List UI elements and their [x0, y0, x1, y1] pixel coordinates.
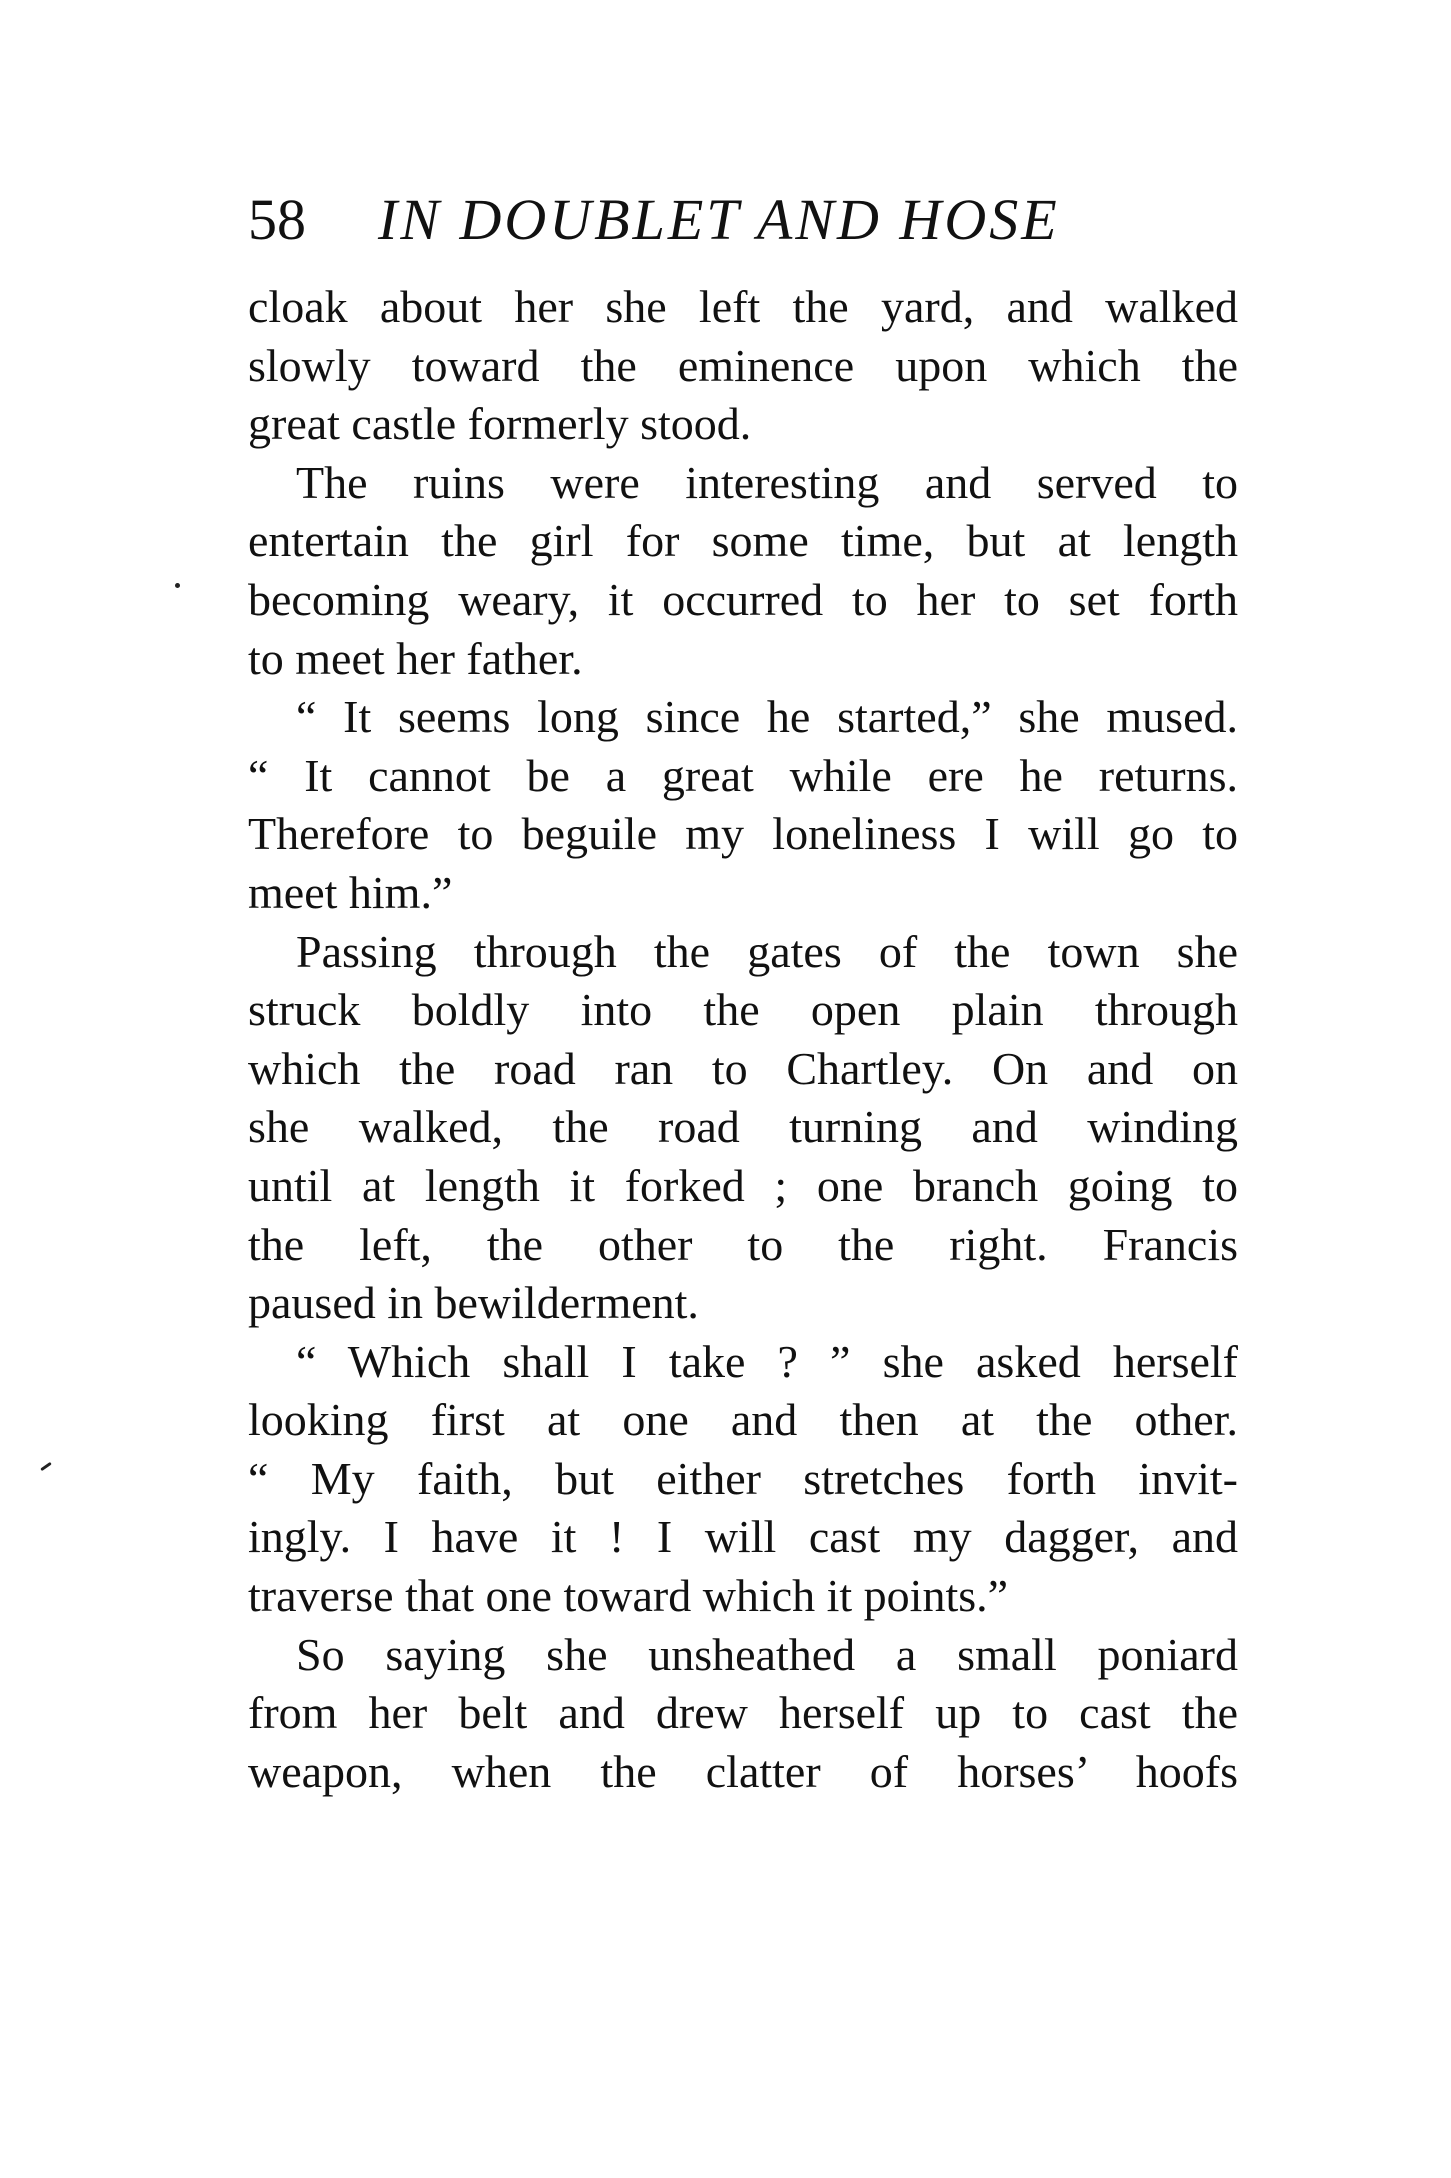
- text-line: struck boldly into the open plain through: [248, 984, 1238, 1036]
- text-line: slowly toward the eminence upon which the: [248, 339, 1238, 391]
- text-line: entertain the girl for some time, but at length: [248, 515, 1238, 567]
- text-line: looking first at one and then at the other.: [248, 1394, 1238, 1446]
- text-line: she walked, the road turning and winding: [248, 1101, 1238, 1153]
- book-page: [248, 180, 1238, 1801]
- text-line: “ It cannot be a great while ere he returns.: [248, 749, 1238, 801]
- running-head: [248, 180, 1238, 260]
- ink-mark: [40, 1462, 52, 1471]
- text-line: traverse that one toward which it points.”: [248, 1570, 1009, 1622]
- text-line: paused in bewilderment.: [248, 1277, 699, 1329]
- text-line: Therefore to beguile my loneliness I will go to: [248, 808, 1238, 860]
- text-line: cloak about her she left the yard, and walked: [248, 281, 1238, 332]
- text-line: the left, the other to the right. Francis: [248, 1218, 1238, 1270]
- text-line: “ Which shall I take ? ” she asked herself: [296, 1335, 1238, 1387]
- text-line: So saying she unsheathed a small poniard: [296, 1628, 1238, 1680]
- text-line: ingly. I have it ! I will cast my dagger, and: [248, 1511, 1238, 1563]
- text-line: which the road ran to Chartley. On and on: [248, 1042, 1238, 1094]
- text-line: “ My faith, but either stretches forth invit-: [248, 1452, 1238, 1504]
- ink-speck: [175, 583, 180, 588]
- text-line: to meet her father.: [248, 632, 583, 684]
- text-line: meet him.”: [248, 866, 453, 918]
- body-text: [248, 278, 1238, 1801]
- text-line: great castle formerly stood.: [248, 398, 752, 450]
- text-line: weapon, when the clatter of horses’ hoofs: [248, 1745, 1238, 1797]
- text-line: The ruins were interesting and served to: [296, 456, 1238, 508]
- page-number: 58: [248, 187, 306, 252]
- text-line: until at length it forked ; one branch going to: [248, 1159, 1238, 1211]
- text-line: “ It seems long since he started,” she mused.: [296, 691, 1238, 743]
- text-line: Passing through the gates of the town she: [296, 925, 1238, 977]
- book-title: IN DOUBLET AND HOSE: [378, 187, 1060, 252]
- text-line: from her belt and drew herself up to cast the: [248, 1687, 1238, 1739]
- text-line: becoming weary, it occurred to her to set forth: [248, 573, 1238, 625]
